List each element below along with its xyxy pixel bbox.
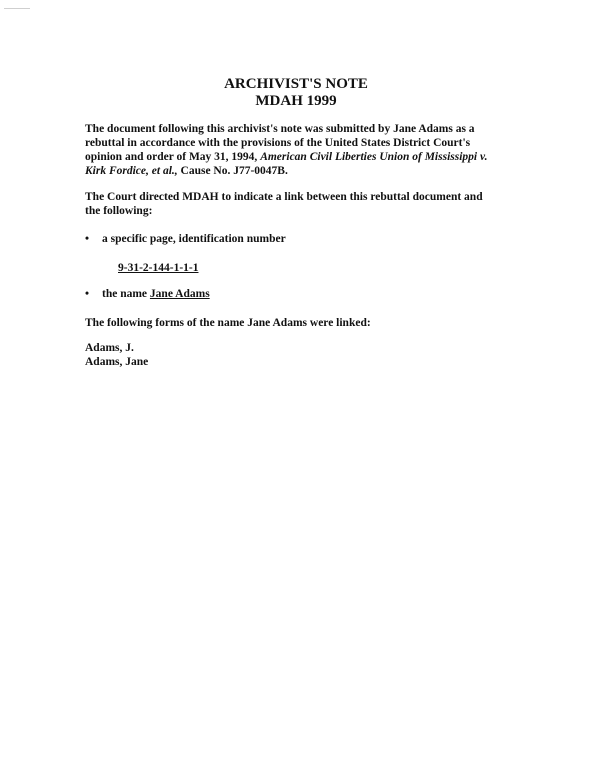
bullet-item-name <box>85 287 210 301</box>
bullet-item-page <box>85 232 286 246</box>
bullet-item-page-text: a specific page, identification number <box>102 233 286 245</box>
name-forms-list <box>85 341 148 369</box>
court-directive-paragraph <box>85 190 515 218</box>
document-title: ARCHIVIST'S NOTE <box>224 76 368 92</box>
intro-line-2: rebuttal in accordance with the provisions of the United States District Court's <box>85 137 471 149</box>
document-subtitle: MDAH 1999 <box>255 93 337 109</box>
case-name-part-1: American Civil Liberties Union of Mississippi v. <box>260 151 488 163</box>
intro-paragraph <box>85 122 515 178</box>
name-forms-heading: The following forms of the name Jane Adams were linked: <box>85 317 371 329</box>
scan-artifact <box>4 8 30 9</box>
intro-line-3-text: opinion and order of May 31, 1994, <box>85 151 261 163</box>
bullet-icon: • <box>85 288 90 300</box>
name-form-item: Adams, Jane <box>85 356 149 368</box>
cause-number: Cause No. J77-0047B. <box>177 165 288 177</box>
intro-line-1: The document following this archivist's note was submitted by Jane Adams as a <box>85 123 475 135</box>
directive-line-1: The Court directed MDAH to indicate a link between this rebuttal document and <box>85 191 483 203</box>
directive-line-2: the following: <box>85 205 153 217</box>
case-name-part-2: Kirk Fordice, et al., <box>85 165 178 177</box>
bullet-item-name-prefix: the name <box>102 288 150 300</box>
intro-line-3 <box>85 150 515 164</box>
linked-name: Jane Adams <box>149 288 210 300</box>
identification-number: 9-31-2-144-1-1-1 <box>118 262 199 274</box>
intro-line-4 <box>85 164 515 178</box>
name-form-item: Adams, J. <box>85 342 134 354</box>
bullet-icon: • <box>85 233 90 245</box>
